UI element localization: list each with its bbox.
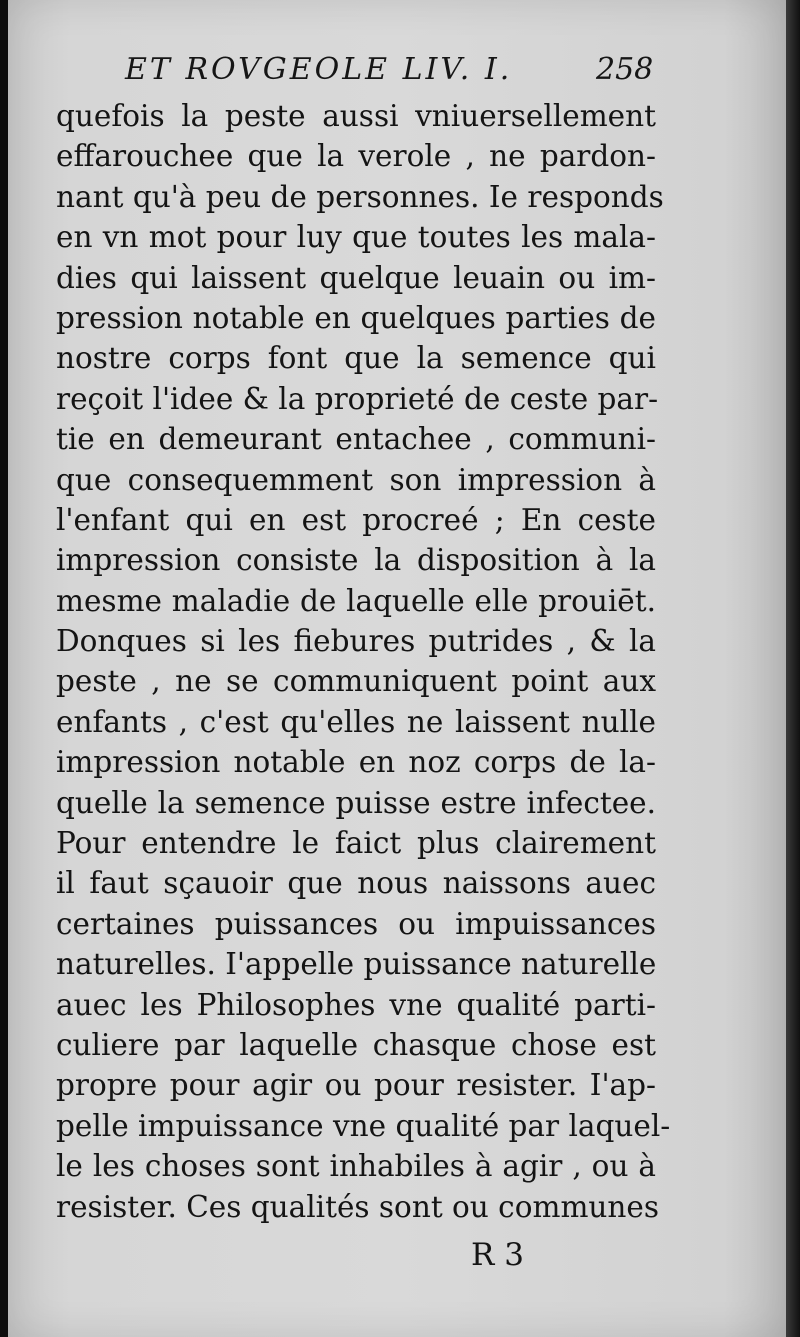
text-line: nostre corps font que la semence qui <box>56 341 656 376</box>
text-line: tie en demeurant entachee , communi- <box>56 422 656 457</box>
page-edge-shadow <box>786 0 800 1337</box>
running-title: ET ROVGEOLE LIV. I. <box>125 52 513 87</box>
text-line: Pour entendre le faict plus clairement <box>56 826 656 861</box>
text-line: que consequemment son impression à <box>56 462 656 497</box>
text-line: en vn mot pour luy que toutes les mala- <box>56 220 656 255</box>
text-line: dies qui laissent quelque leuain ou im- <box>56 260 656 295</box>
text-line: pelle impuissance vne qualité par laquel- <box>56 1108 671 1143</box>
text-line: auec les Philosophes vne qualité parti- <box>56 987 656 1022</box>
text-line: reçoit l'idee & la proprieté de ceste par- <box>56 381 659 416</box>
signature-mark: R 3 <box>471 1237 524 1273</box>
text-line: effarouchee que la verole , ne pardon- <box>56 139 656 174</box>
page-number: 258 <box>596 52 654 87</box>
book-page <box>8 0 786 1337</box>
page-header <box>48 52 654 92</box>
text-line: il faut sçauoir que nous naissons auec <box>56 866 656 901</box>
text-line: nant qu'à peu de personnes. Ie responds <box>56 179 664 214</box>
text-line: propre pour agir ou pour resister. I'ap- <box>56 1068 656 1103</box>
text-line: naturelles. I'appelle puissance naturelle <box>56 947 657 982</box>
text-line: pression notable en quelques parties de <box>56 300 656 335</box>
text-line: le les choses sont inhabiles à agir , ou à <box>56 1149 656 1184</box>
text-line: quefois la peste aussi vniuersellement <box>56 99 656 133</box>
text-line: peste , ne se communiquent point aux <box>56 664 656 699</box>
text-line: resister. Ces qualités sont ou communes <box>56 1189 660 1224</box>
text-line: quelle la semence puisse estre infectee. <box>56 785 656 820</box>
text-line: enfants , c'est qu'elles ne laissent nulle <box>56 704 656 739</box>
text-line: l'enfant qui en est procreé ; En ceste <box>56 502 656 537</box>
body-text <box>56 96 671 1227</box>
text-line: impression consiste la disposition à la <box>56 543 656 578</box>
text-line: impression notable en noz corps de la- <box>56 745 656 780</box>
text-line: mesme maladie de laquelle elle prouiēt. <box>56 583 656 618</box>
text-line: Donques si les fiebures putrides , & la <box>56 624 656 659</box>
text-line: culiere par laquelle chasque chose est <box>56 1027 656 1062</box>
text-line: certaines puissances ou impuissances <box>56 906 656 941</box>
